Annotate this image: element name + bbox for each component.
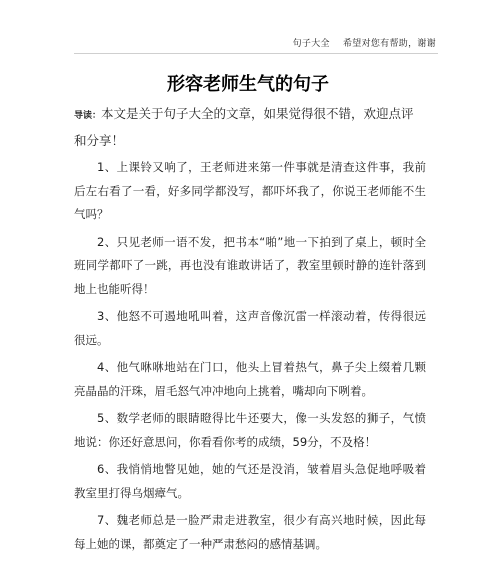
intro-text: 本文是关于句子大全的文章，如果觉得很不错，欢迎点评和分享！ — [74, 106, 414, 148]
document-body — [74, 102, 426, 556]
intro-paragraph — [74, 102, 426, 152]
body-paragraph-5: 5、数学老师的眼睛瞪得比牛还要大，像一头发怒的狮子，气愤地说：你还好意思问，你看看你考的成绩，59分，不及格！ — [74, 411, 426, 449]
body-paragraph-3: 3、他怒不可遏地吼叫着，这声音像沉雷一样滚动着，传得很远很远。 — [74, 309, 426, 347]
header-site-name: 句子大全 — [292, 39, 330, 49]
header-tagline: 希望对您有帮助，谢谢 — [342, 39, 436, 49]
document-title: 形容老师生气的句子 — [167, 74, 329, 95]
intro-label: 导读： — [74, 111, 102, 121]
page-header — [293, 36, 436, 49]
header-divider — [74, 53, 438, 54]
body-paragraph-4: 4、他气咻咻地站在门口，他头上冒着热气，鼻子尖上缀着几颗亮晶晶的汗珠，眉毛怒气冲冲地向上挑着，嘴却向下咧着。 — [74, 360, 426, 398]
body-paragraph-6: 6、我悄悄地瞥见她，她的气还是没消，皱着眉头急促地呼吸着教室里打得乌烟瘴气。 — [74, 462, 426, 500]
body-paragraph-1: 1、上课铃又响了，王老师进来第一件事就是清查这件事，我前后左右看了一看，好多同学都没写，都吓坏我了，你说王老师能不生气吗？ — [74, 160, 426, 221]
body-paragraph-7: 7、魏老师总是一脸严肃走进教室，很少有高兴地时候，因此每每上她的课，都奠定了一种严肃愁闷的感情基调。 — [74, 513, 426, 551]
body-paragraph-2: 2、只见老师一语不发，把书本“啪”地一下拍到了桌上，顿时全班同学都吓了一跳，再也没有谁敢讲话了，教室里顿时静的连针落到地上也能听得！ — [74, 234, 426, 296]
